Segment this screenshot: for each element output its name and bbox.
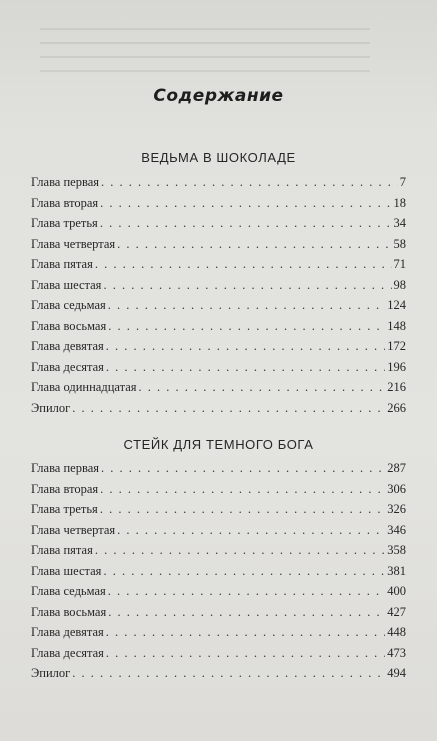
leader-dots: [95, 257, 392, 272]
toc-entry-label: Глава вторая: [31, 481, 99, 496]
leader-dots: [103, 564, 385, 579]
toc-entry: [31, 380, 406, 401]
toc-entry-label: Глава десятая: [31, 359, 104, 374]
toc-entry-label: Глава девятая: [31, 625, 104, 639]
leader-dots: [103, 278, 391, 293]
toc-entry: [31, 502, 406, 523]
leader-dots: [106, 360, 385, 375]
toc-entry: [31, 646, 406, 667]
leader-dots: [72, 401, 385, 416]
section-title-2: СТЕЙК ДЛЯ ТЕМНОГО БОГА: [123, 437, 314, 452]
toc-entry-label: Глава четвертая: [31, 522, 116, 537]
toc-entry: [31, 482, 406, 503]
leader-dots: [101, 175, 398, 190]
toc-entry-page: 196: [387, 359, 406, 374]
toc-entry-page: 266: [387, 400, 406, 415]
toc-entry-label: Глава седьмая: [31, 298, 106, 312]
toc-entry: [31, 175, 406, 196]
toc-entry-page: 306: [387, 481, 406, 496]
toc-entry-label: Глава одиннадцатая: [31, 380, 137, 394]
toc-entry: [31, 237, 406, 258]
toc-entry-label: Глава шестая: [31, 563, 102, 578]
toc-entry-label: Глава пятая: [31, 257, 93, 271]
toc-entry-page: 98: [393, 277, 406, 292]
toc-list-1: [31, 175, 406, 421]
toc-list-2: [31, 461, 406, 687]
leader-dots: [108, 584, 386, 599]
toc-entry: [31, 584, 406, 605]
leader-dots: [108, 298, 386, 313]
leader-dots: [117, 523, 385, 538]
toc-entry-page: 400: [387, 584, 406, 598]
leader-dots: [101, 461, 385, 476]
toc-entry: [31, 196, 406, 217]
toc-entry-label: Глава девятая: [31, 339, 104, 353]
toc-entry: [31, 461, 406, 482]
toc-entry-page: 71: [393, 257, 406, 271]
leader-dots: [100, 196, 391, 211]
toc-entry-page: 172: [387, 339, 406, 353]
toc-entry-page: 326: [387, 502, 406, 516]
leader-dots: [72, 666, 385, 681]
section-title-1: ВЕДЬМА В ШОКОЛАДЕ: [141, 150, 296, 165]
toc-entry: [31, 605, 406, 626]
leader-dots: [95, 543, 385, 558]
toc-entry: [31, 278, 406, 299]
toc-entry-label: Глава шестая: [31, 277, 102, 292]
toc-entry-page: 124: [387, 298, 406, 312]
toc-entry-page: 358: [387, 543, 406, 557]
show-through-text: [40, 28, 370, 88]
toc-entry-page: 18: [393, 195, 406, 210]
toc-entry-label: Глава восьмая: [31, 604, 107, 619]
toc-entry: [31, 257, 406, 278]
toc-entry-label: Глава третья: [31, 216, 98, 230]
toc-entry-page: 58: [393, 236, 406, 251]
leader-dots: [100, 216, 392, 231]
toc-entry-page: 473: [387, 645, 406, 660]
leader-dots: [100, 502, 385, 517]
toc-entry-page: 346: [387, 522, 406, 537]
toc-entry-label: Глава седьмая: [31, 584, 106, 598]
toc-entry: [31, 564, 406, 585]
toc-entry-page: 7: [399, 175, 406, 189]
toc-entry: [31, 401, 406, 422]
toc-entry-page: 381: [387, 563, 406, 578]
leader-dots: [139, 380, 386, 395]
toc-entry-page: 448: [387, 625, 406, 639]
toc-entry-page: 287: [387, 461, 406, 475]
toc-entry-label: Глава восьмая: [31, 318, 107, 333]
toc-entry-label: Глава первая: [31, 175, 100, 189]
toc-entry: [31, 216, 406, 237]
leader-dots: [106, 646, 385, 661]
leader-dots: [117, 237, 391, 252]
toc-entry-label: Глава первая: [31, 461, 100, 475]
leader-dots: [100, 482, 385, 497]
toc-entry: [31, 523, 406, 544]
toc-entry-label: Эпилог: [31, 666, 71, 680]
toc-entry: [31, 298, 406, 319]
toc-entry-label: Глава вторая: [31, 195, 99, 210]
toc-entry-label: Глава третья: [31, 502, 98, 516]
toc-entry-page: 148: [387, 318, 406, 333]
toc-entry-page: 427: [387, 604, 406, 619]
toc-entry: [31, 339, 406, 360]
page-title: Содержание: [153, 86, 284, 106]
toc-entry: [31, 360, 406, 381]
toc-entry: [31, 625, 406, 646]
toc-entry-page: 216: [387, 380, 406, 394]
leader-dots: [106, 625, 385, 640]
toc-entry-label: Эпилог: [31, 400, 71, 415]
toc-entry: [31, 666, 406, 687]
toc-entry-page: 494: [387, 666, 406, 680]
toc-entry: [31, 319, 406, 340]
toc-entry: [31, 543, 406, 564]
leader-dots: [106, 339, 385, 354]
toc-entry-label: Глава пятая: [31, 543, 93, 557]
toc-entry-label: Глава четвертая: [31, 236, 116, 251]
toc-entry-page: 34: [393, 216, 406, 230]
leader-dots: [108, 605, 385, 620]
leader-dots: [108, 319, 385, 334]
toc-entry-label: Глава десятая: [31, 645, 104, 660]
